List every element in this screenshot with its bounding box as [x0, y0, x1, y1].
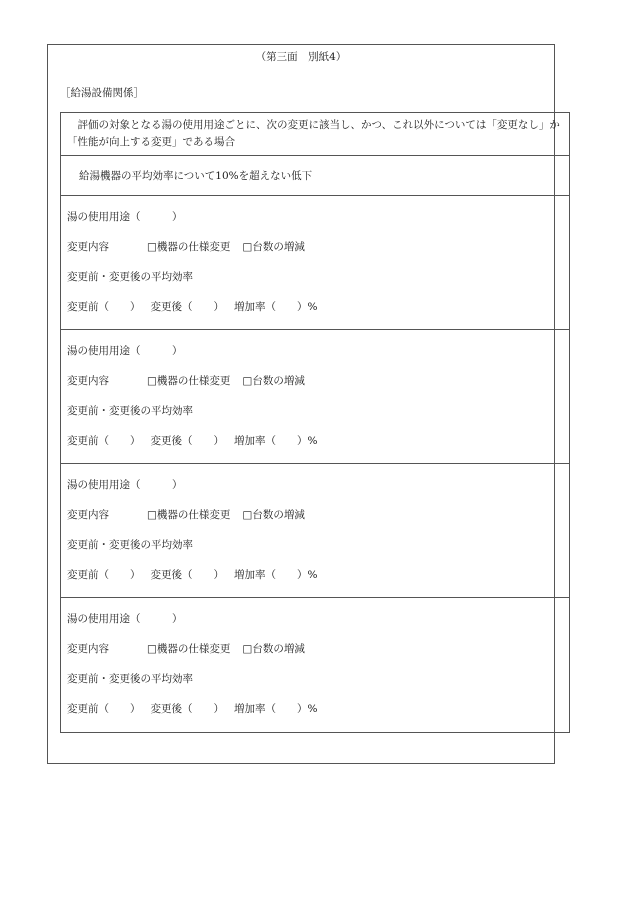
before-field[interactable]: 変更前（ ）	[67, 434, 141, 447]
change-row	[67, 500, 563, 530]
section-label: ［給湯設備関係］	[60, 87, 144, 99]
page-title: （第三面 別紙4）	[255, 51, 347, 63]
efficiency-label-row	[67, 530, 563, 560]
efficiency-label-row	[67, 262, 563, 292]
rate-field[interactable]: 増加率（ ）%	[234, 300, 318, 313]
water-heater-table	[60, 112, 570, 733]
usage-field[interactable]: 湯の使用用途（ ）	[67, 478, 183, 491]
unit-count-checkbox[interactable]: □台数の増減	[242, 508, 305, 521]
usage-block	[61, 598, 569, 732]
efficiency-row	[67, 292, 563, 322]
after-field[interactable]: 変更後（ ）	[150, 434, 224, 447]
usage-field[interactable]: 湯の使用用途（ ）	[67, 210, 183, 223]
change-row	[67, 232, 563, 262]
efficiency-label: 変更前・変更後の平均効率	[67, 404, 193, 417]
usage-field[interactable]: 湯の使用用途（ ）	[67, 344, 183, 357]
change-row	[67, 366, 563, 396]
unit-count-checkbox[interactable]: □台数の増減	[242, 240, 305, 253]
efficiency-label-row	[67, 664, 563, 694]
after-field[interactable]: 変更後（ ）	[150, 702, 224, 715]
after-field[interactable]: 変更後（ ）	[150, 300, 224, 313]
change-row	[67, 634, 563, 664]
intro-text: 評価の対象となる湯の使用用途ごとに、次の変更に該当し、かつ、これ以外については「変更なし」か「性能が向上する変更」である場合	[61, 113, 569, 156]
before-field[interactable]: 変更前（ ）	[67, 702, 141, 715]
efficiency-label: 変更前・変更後の平均効率	[67, 270, 193, 283]
spec-change-checkbox[interactable]: □機器の仕様変更	[147, 642, 231, 655]
rate-field[interactable]: 増加率（ ）%	[234, 434, 318, 447]
before-field[interactable]: 変更前（ ）	[67, 300, 141, 313]
change-label: 変更内容	[67, 642, 109, 655]
condition-text: 給湯機器の平均効率について10%を超えない低下	[61, 156, 569, 196]
after-field[interactable]: 変更後（ ）	[150, 568, 224, 581]
efficiency-row	[67, 426, 563, 456]
efficiency-label: 変更前・変更後の平均効率	[67, 672, 193, 685]
spec-change-checkbox[interactable]: □機器の仕様変更	[147, 508, 231, 521]
before-field[interactable]: 変更前（ ）	[67, 568, 141, 581]
usage-block	[61, 196, 569, 330]
usage-block	[61, 330, 569, 464]
usage-row	[67, 336, 563, 366]
efficiency-row	[67, 560, 563, 590]
form-frame	[47, 44, 560, 764]
usage-row	[67, 202, 563, 232]
change-label: 変更内容	[67, 240, 109, 253]
rate-field[interactable]: 増加率（ ）%	[234, 568, 318, 581]
rate-field[interactable]: 増加率（ ）%	[234, 702, 318, 715]
usage-row	[67, 604, 563, 634]
unit-count-checkbox[interactable]: □台数の増減	[242, 642, 305, 655]
unit-count-checkbox[interactable]: □台数の増減	[242, 374, 305, 387]
spec-change-checkbox[interactable]: □機器の仕様変更	[147, 374, 231, 387]
spec-change-checkbox[interactable]: □機器の仕様変更	[147, 240, 231, 253]
change-label: 変更内容	[67, 374, 109, 387]
efficiency-label: 変更前・変更後の平均効率	[67, 538, 193, 551]
efficiency-label-row	[67, 396, 563, 426]
efficiency-row	[67, 694, 563, 724]
usage-row	[67, 470, 563, 500]
usage-field[interactable]: 湯の使用用途（ ）	[67, 612, 183, 625]
usage-block	[61, 464, 569, 598]
change-label: 変更内容	[67, 508, 109, 521]
